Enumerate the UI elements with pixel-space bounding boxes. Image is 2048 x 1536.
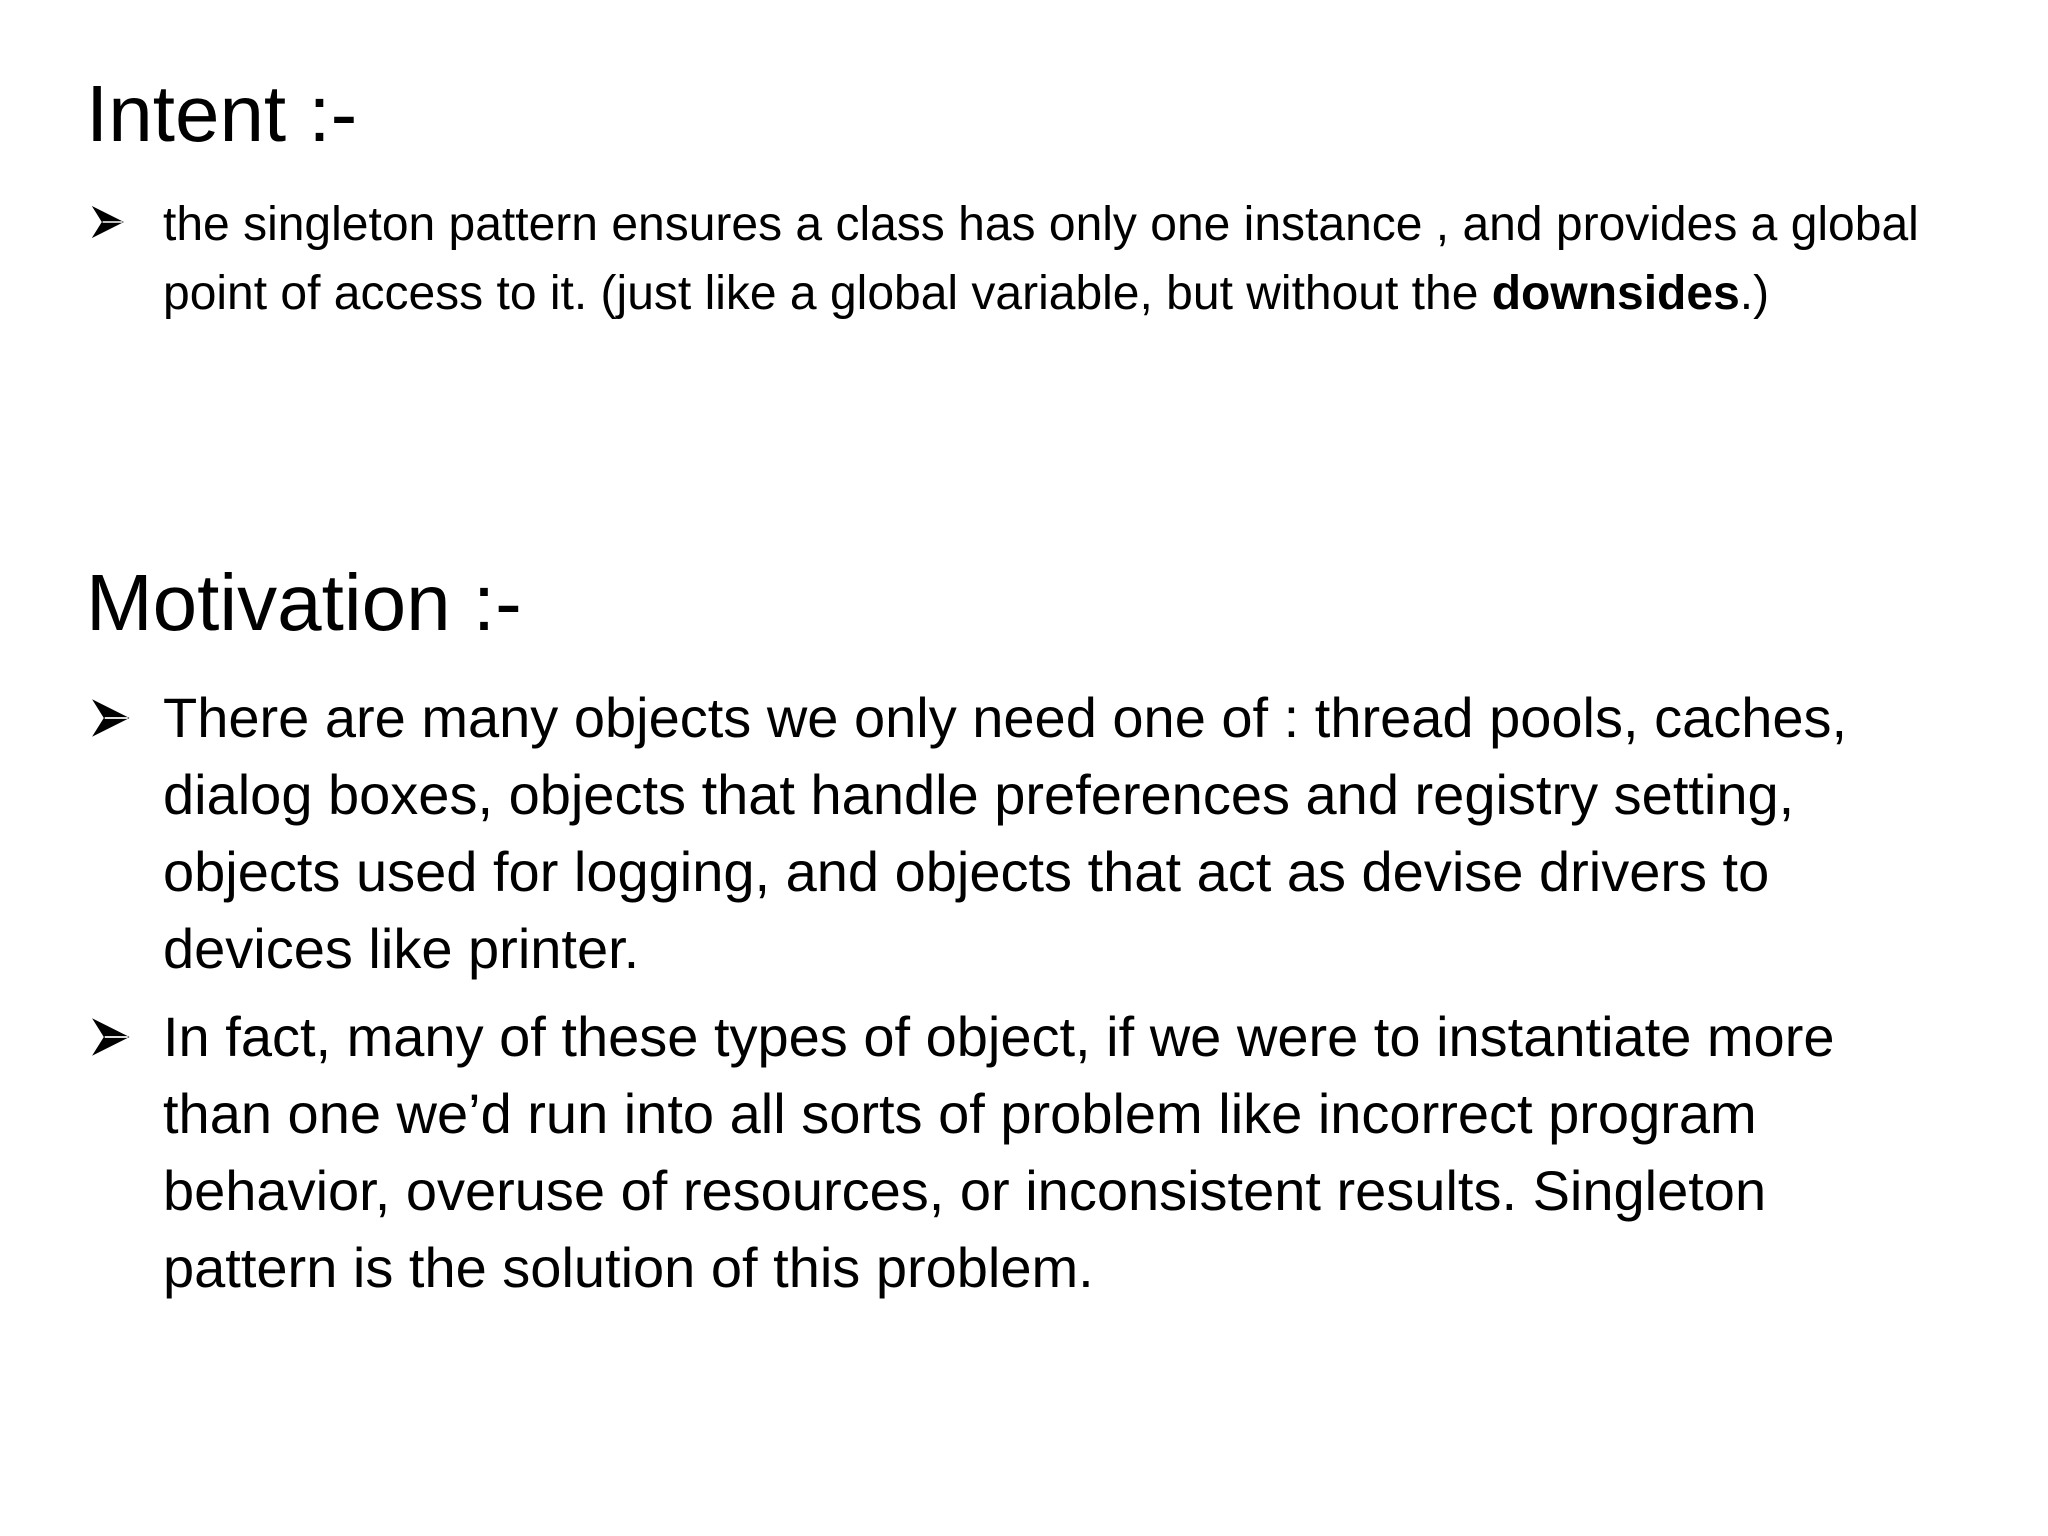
intent-bullet-text-start: the singleton pattern ensures a class has only one instance , and provides a global point of access to it. (just like a global variable, but without the [163,198,1919,320]
intent-bullet-bold-word: downsides [1491,267,1740,320]
arrowhead-bullet-icon [90,1016,132,1058]
intent-heading: Intent :- [86,69,358,158]
arrowhead-bullet-icon [90,697,132,739]
arrowhead-bullet-icon [90,204,126,240]
intent-bullet-text-end: .) [1739,267,1770,320]
motivation-bullet-text: In fact, many of these types of object, if we were to instantiate more than one we’d run into all sorts of problem like incorrect program behavior, overuse of resources, or inconsistent results. Singleton pattern is the solution of this problem. [163,1005,1835,1299]
motivation-bullet-text: There are many objects we only need one of : thread pools, caches, dialog boxes, objects that handle preferences and registry setting, objects used for logging, and objects that act as devise drivers to devices like printer. [163,686,1848,980]
intent-bullet-text [163,190,1943,328]
motivation-heading: Motivation :- [86,558,522,647]
